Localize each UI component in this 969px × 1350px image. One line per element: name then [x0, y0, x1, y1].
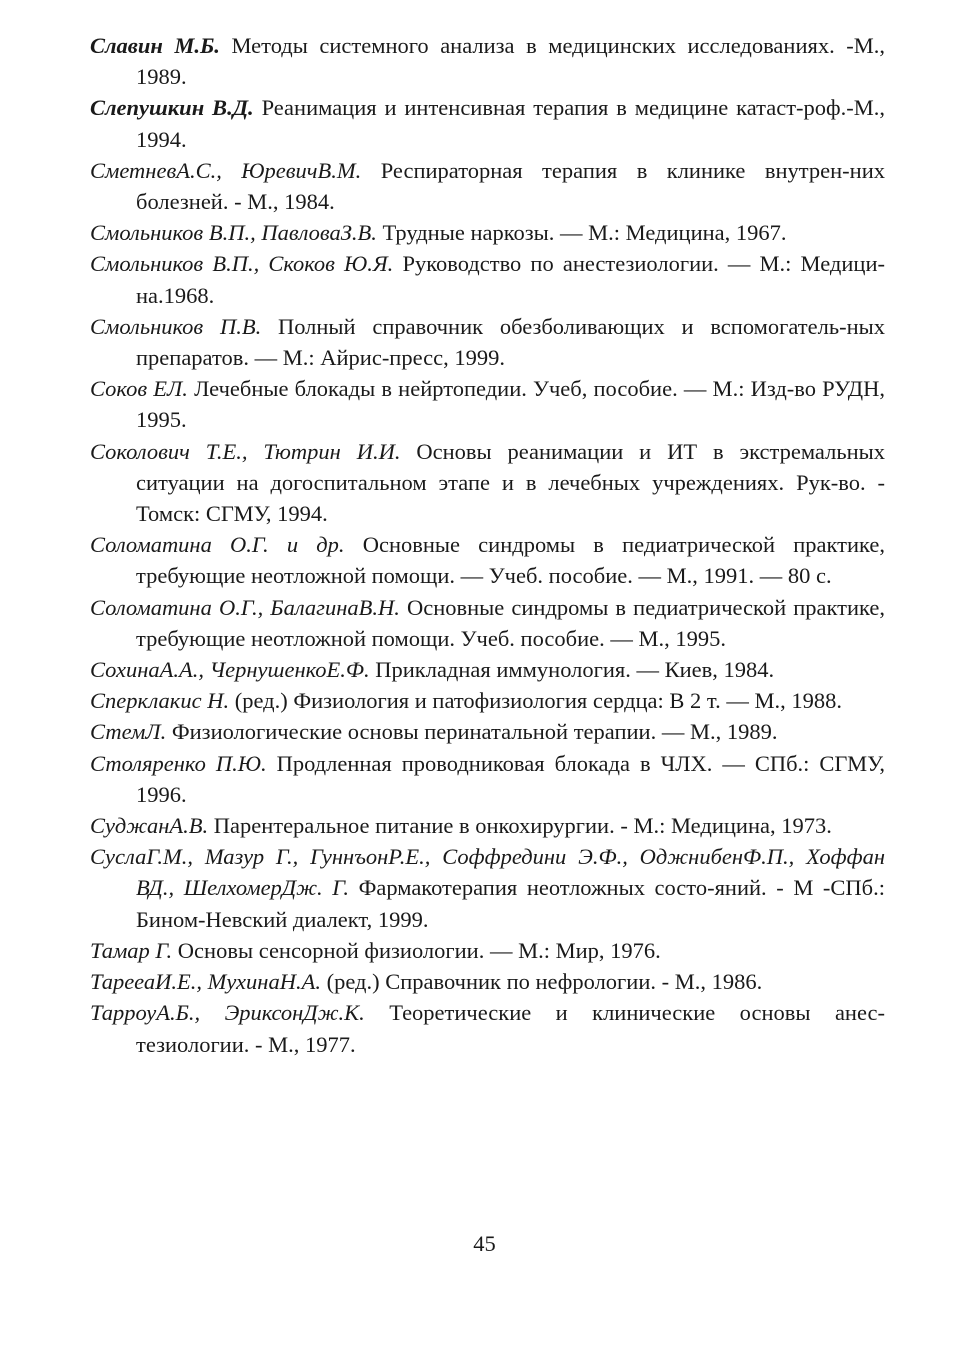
- entry-authors: Смольников В.П., Скоков Ю.Я.: [90, 251, 394, 277]
- entry-authors: СметневА.С., ЮревичВ.М.: [90, 157, 362, 183]
- entry-text: Прикладная иммунология. — Киев, 1984.: [375, 657, 775, 683]
- bibliography-entry: [90, 841, 885, 935]
- bibliography-entry: [90, 373, 885, 435]
- bibliography-entry: [90, 155, 885, 217]
- bibliography-entry: [90, 685, 885, 716]
- entry-text: Респираторная терапия в клинике внутрен-них болезней. - М., 1984.: [136, 157, 885, 215]
- bibliography-entry: [90, 997, 885, 1059]
- entry-authors: Смольников В.П., ПавловаЗ.В.: [90, 220, 377, 246]
- entry-authors: СуджанА.В.: [90, 813, 209, 839]
- bibliography-entry: [90, 935, 885, 966]
- bibliography-entry: [90, 716, 885, 747]
- entry-text: Основы реанимации и ИТ в экстремальных ситуации на догоспитальном этапе и в лечебных учреждениях. Рук-во. - Томск: СГМУ, 1994.: [136, 438, 885, 527]
- bibliography-entry: [90, 92, 885, 154]
- entry-authors: ТарееаИ.Е., МухинаН.А.: [90, 969, 321, 995]
- entry-authors: Соков ЕЛ.: [90, 376, 188, 402]
- entry-text: Лечебные блокады в нейртопедии. Учеб, пособие. — М.: Изд-во РУДН, 1995.: [136, 376, 886, 433]
- entry-text: Парентеральное питание в онкохирургии. - М.: Медицина, 1973.: [213, 813, 832, 839]
- entry-text: (ред.) Физиология и патофизиология сердца: В 2 т. — М., 1988.: [234, 688, 842, 714]
- entry-authors: Смольников П.В.: [90, 313, 262, 339]
- bibliography-entry: [90, 810, 885, 841]
- entry-authors: Сперклакис Н.: [90, 688, 230, 714]
- bibliography-entry: [90, 436, 885, 530]
- bibliography-entry: [90, 748, 885, 810]
- entry-authors: СтемЛ.: [90, 719, 167, 745]
- bibliography-entry: [90, 592, 885, 654]
- entry-authors: СуслаГ.М., Мазур Г., ГуннъонР.Е., Соффредини Э.Ф., ОджнибенФ.П., Хоффан ВД., ШелхомерДж. Г.: [90, 844, 885, 901]
- bibliography-list: [90, 30, 885, 1060]
- bibliography-entry: [90, 966, 885, 997]
- entry-text: Основные синдромы в педиатрической практике, требующие неотложной помощи. — Учеб. пособие. — М., 1991. — 80 с.: [136, 532, 886, 589]
- bibliography-entry: [90, 30, 885, 92]
- entry-text: Трудные наркозы. — М.: Медицина, 1967.: [382, 220, 787, 246]
- bibliography-entry: [90, 529, 885, 591]
- entry-authors: СохинаА.А., ЧернушенкоЕ.Ф.: [90, 657, 370, 683]
- bibliography-entry: [90, 248, 885, 310]
- entry-text: Основы сенсорной физиологии. — М.: Мир, 1976.: [177, 937, 661, 963]
- entry-authors: Слепушкин В.Д.: [90, 95, 254, 121]
- entry-text: Теоретические и клинические основы анес-тезиологии. - М., 1977.: [136, 1000, 885, 1057]
- bibliography-entry: [90, 217, 885, 248]
- entry-text: Руководство по анестезиологии. — М.: Медици-на.1968.: [136, 251, 885, 308]
- entry-authors: Соломатина О.Г., БалагинаВ.Н.: [90, 594, 400, 620]
- entry-text: Фармакотерапия неотложных состо-яний. - М -СПб.: Бином-Невский диалект, 1999.: [136, 875, 885, 932]
- entry-text: Реанимация и интенсивная терапия в медицине катаст-роф.-М., 1994.: [136, 95, 885, 152]
- bibliography-entry: [90, 654, 885, 685]
- entry-authors: Соколович Т.Е., Тютрин И.И.: [90, 438, 401, 464]
- entry-authors: Соломатина О.Г. и др.: [90, 532, 345, 558]
- entry-text: (ред.) Справочник по нефрологии. - М., 1986.: [326, 969, 763, 995]
- entry-authors: Тамар Г.: [90, 937, 173, 963]
- page-number: 45: [473, 1231, 496, 1256]
- entry-authors: ТарроуА.Б., ЭриксонДж.К.: [90, 1000, 365, 1026]
- entry-text: Основные синдромы в педиатрической практике, требующие неотложной помощи. Учеб. пособие. — М., 1995.: [136, 594, 885, 651]
- entry-text: Методы системного анализа в медицинских исследованиях. -М., 1989.: [136, 33, 885, 90]
- entry-authors: Славин М.Б.: [90, 33, 220, 58]
- entry-text: Физиологические основы перинатальной терапии. — М., 1989.: [171, 719, 778, 745]
- bibliography-entry: [90, 311, 885, 373]
- entry-text: Продленная проводниковая блокада в ЧЛХ. — СПб.: СГМУ, 1996.: [136, 750, 886, 807]
- entry-authors: Столяренко П.Ю.: [90, 750, 267, 776]
- entry-text: Полный справочник обезболивающих и вспомогатель-ных препаратов. — М.: Айрис-пресс, 1999.: [136, 313, 885, 371]
